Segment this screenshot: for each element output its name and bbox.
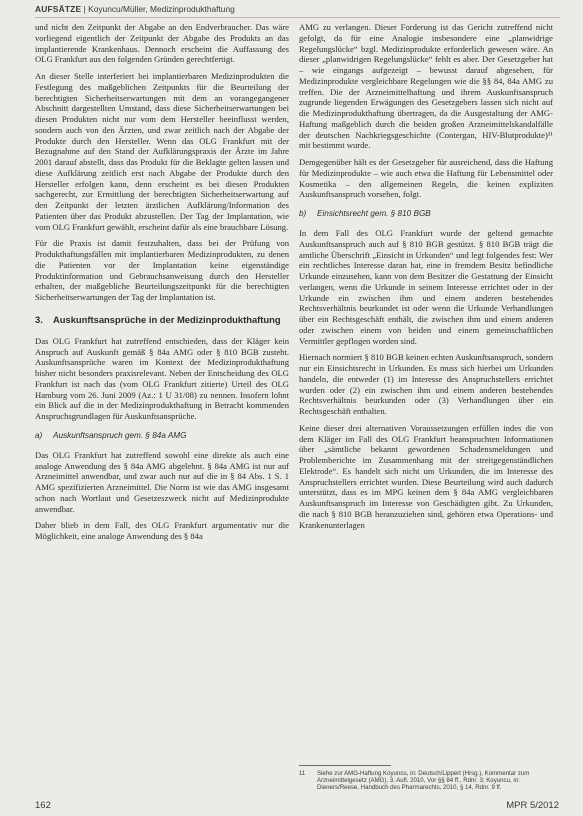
header-authors-title: Koyuncu/Müller, Medizinprodukthaftung — [88, 4, 235, 14]
running-header — [35, 4, 555, 14]
subsection-a-number: a) — [35, 430, 43, 440]
right-paragraph-3: In dem Fall des OLG Frankfurt wurde der geltend gemachte Auskunftsanspruch auch auf § 810 BGB gestützt. § 810 BGB trägt die amtliche Überschrift „Einsicht in Urkunden“ und legt folgendes fest: Wer ein rechtliches Interesse daran hat, eine in fremdem Besitz befindliche Urkunde einzusehen, kann von dem Besitzer die Gestattung der Einsicht verlangen, wenn die Urkunde in seinem Interesse errichtet oder in der Urkunde ein zwischen ihm und einem anderen bestehendes Rechtsverhältnis beurkundet ist oder wenn die Urkunde Verhandlungen über ein Rechtsgeschäft enthält, die zwischen ihm und einem anderen oder zwischen einem von beiden und einem gemeinschaftlichen Vermittler gepflogen worden sind. — [299, 228, 553, 346]
left-column — [35, 22, 289, 548]
section-3-title: Auskunftsansprüche in der Medizinprodukthaftung — [53, 313, 281, 325]
header-separator: | — [83, 4, 86, 14]
left-paragraph-4: Das OLG Frankfurt hat zutreffend entschieden, dass der Kläger kein Anspruch auf Auskunft gemäß § 84a AMG oder § 810 BGB zusteht. Auskunftsansprüche waren im Kontext der Medizinprodukthaftung bisher nicht besonders praxisrelevant. Neben der Entscheidung des OLG Frankfurt ist nach das (vom OLG Frankfurt zitierte) Urteil des OLG Hamburg vom 26. Juni 2009 (Az.: 1 U 31/08) zu nennen. Insofern lohnt ein Blick auf die in der Medizinprodukthaftung in Betracht kommenden Anspruchsgrundlagen für Auskunftsansprüche. — [35, 335, 289, 421]
subsection-b-title: Einsichtsrecht gem. § 810 BGB — [317, 209, 431, 218]
left-paragraph-6: Daher blieb in dem Fall, des OLG Frankfurt argumentativ nur die Möglichkeit, eine analoge Anwendung des § 84a — [35, 520, 289, 541]
right-paragraph-1: AMG zu verlangen. Dieser Forderung ist das Gericht zutreffend nicht gefolgt, da für eine Analogie insbesondere eine „planwidrige Regelungslücke“ bzgl. Medizinprodukte erforderlich gewesen wäre. An dieser „planwidrigen Regelungslücke“ fehlt es aber. Der Gesetzgeber hat – wie eingangs aufgezeigt – bewusst darauf abgesehen, für Medizinprodukte vergleichbare Regelungen wie die §§ 84, 84a AMG zu treffen. Die der Arzneimittelhaftung und ihrem Auskunftsanspruch zugrunde liegenden Erwägungen des Gesetzgebers lassen sich nicht auf die Medizinprodukthaftung übertragen, da die Ausgestaltung der AMG-Haftung maßgeblich durch die beiden großen Arzneimittelskandalfälle der deutschen Nachkriegsgeschichte (Contergan, HIV-Blutprodukte)¹¹ mit bestimmt wurde. — [299, 22, 553, 151]
header-rule — [35, 17, 560, 18]
left-paragraph-3: Für die Praxis ist damit festzuhalten, dass bei der Prüfung von Produkthaftungsfällen mit implantierbaren Medizinprodukten, zu denen die Patienten vor der Implantation keine eigenständige Produktinformation und Gebrauchsanweisung durch den Hersteller erhalten, der maßgebliche Beurteilungszeitpunkt für die berechtigten Sicherheitserwartungen der Tag der Implantation ist. — [35, 238, 289, 302]
right-paragraph-5: Keine dieser drei alternativen Voraussetzungen erfüllen indes die von dem Kläger im Fall des OLG Frankfurt beanspruchten Informationen über „sämtliche bekannt gewordenen Schadensmeldungen und Problemberichte im Zusammenhang mit der streitgegenständlichen Elektrode“. Es handelt sich nicht um Urkunden, die im Interesse des Anspruchstellers errichtet wurden. Diese Beurteilung wird auch dadurch unterstützt, dass es im MPG keinen dem § 84a AMG vergleichbaren Auskunftsanspruch im Interesse von Geschädigten gibt. Zu Urkunden, die nach § 810 BGB heranzuziehen sind, gehören etwa Operations- und Krankenunterlagen — [299, 422, 553, 530]
left-paragraph-2: An dieser Stelle interferiert bei implantierbaren Medizinprodukten die Festlegung des maßgeblichen Zeitpunkts für die Beurteilung der berechtigten Sicherheitserwartungen mit dem an vorangegangener Abschnitt dargestellten Umstand, dass diese Sicherheitserwartungen bei diesen Produkten nicht nur vom dem Hersteller beeinflusst werden, sondern auch von den Ärzten, und zwar zeitlich nach der Abgabe der Produkte durch den Hersteller. Wenn das OLG Frankfurt mit der Bezugnahme auf den Stand der Aufklärungspraxis der Ärzte im Jahre 2001 darauf abstellt, dass das Produkt für die Beklagte gelten lassen und diese Aufklärung zeitlich erst nach Abgabe der Produkte durch den Hersteller erfolgen kann, denn erscheint es bei diesen Produkten sachgerecht, zur Ermittlung der berechtigten Sicherheitserwartung auf den Zeitpunkt der letzten ärztlichen Aufklärung/Information des Patienten über das Produkt abzustellen. Der Tag der Implantation, wie vom OLG Frankfurt gewählt, erscheint dafür als eine brauchbare Lösung. — [35, 71, 289, 232]
footnote-text: Siehe zur AMG-Haftung Koyuncu, in: Deutsch/Lippert (Hrsg.), Kommentar zum Arzneimittelgesetz (AMG), 3. Aufl. 2010, Vor §§ 84 ff., Rdnr. 3; Koyuncu, in: Dieners/Reese, Handbuch des Pharmarechts, 2010, § 14, Rdnr. 9 ff. — [317, 770, 530, 792]
section-3-number: 3. — [35, 313, 43, 325]
subsection-a-title: Auskunftsanspruch gem. § 84a AMG — [53, 430, 187, 440]
footnote — [299, 770, 561, 792]
journal-issue: MPR 5/2012 — [506, 800, 559, 811]
subsection-b-heading — [299, 209, 553, 219]
page-number: 162 — [35, 800, 51, 811]
footnote-rule — [299, 765, 391, 766]
subsection-a-heading — [35, 431, 289, 441]
subsection-b-number: b) — [299, 209, 307, 218]
left-paragraph-1: und nicht den Zeitpunkt der Abgabe an den Endverbraucher. Das wäre vorliegend eigentlich der Zeitpunkt der Abgabe des Produkts an das implantierende Krankenhaus. Dennoch erscheint die Auffassung des OLG Frankfurt aus den folgenden Gründen gerechtfertigt. — [35, 22, 289, 65]
right-paragraph-2: Demgegenüber hält es der Gesetzgeber für ausreichend, dass die Haftung für Medizinprodukte – wie auch etwa die Haftung für Lebensmittel oder Kosmetika – den allgemeinen Regeln, die keinen expliziten Auskunftsanspruch vorsehen, folgt. — [299, 157, 553, 200]
left-paragraph-5: Das OLG Frankfurt hat zutreffend sowohl eine direkte als auch eine analoge Anwendung des § 84a AMG abgelehnt. § 84a AMG ist nur auf Arzneimittel anwendbar, und zwar auch nur auf die in § 84 Abs. 1 S. 1 AMG spezifizierten Arzneimittel. Die Norm ist wie das AMG insgesamt schon nach Wortlaut und Gesetzeszweck nicht auf Medizinprodukte anwendbar. — [35, 449, 289, 514]
right-paragraph-4: Hiernach normiert § 810 BGB keinen echten Auskunftsanspruch, sondern nur ein Einsichtsrecht in Urkunden. Es muss sich hierbei um Urkunden handeln, die entweder (1) im Interesse des Anspruchstellers errichtet wurden oder (2) ein zwischen ihm und einem anderen bestehendes Rechtsverhältnis beurkunden oder (3) Verhandlungen über ein Rechtsgeschäft enthalten. — [299, 352, 553, 416]
footnote-number: 11 — [299, 770, 306, 777]
section-3-heading — [35, 314, 289, 326]
header-section: AUFSÄTZE — [35, 4, 82, 14]
right-column — [299, 22, 553, 536]
